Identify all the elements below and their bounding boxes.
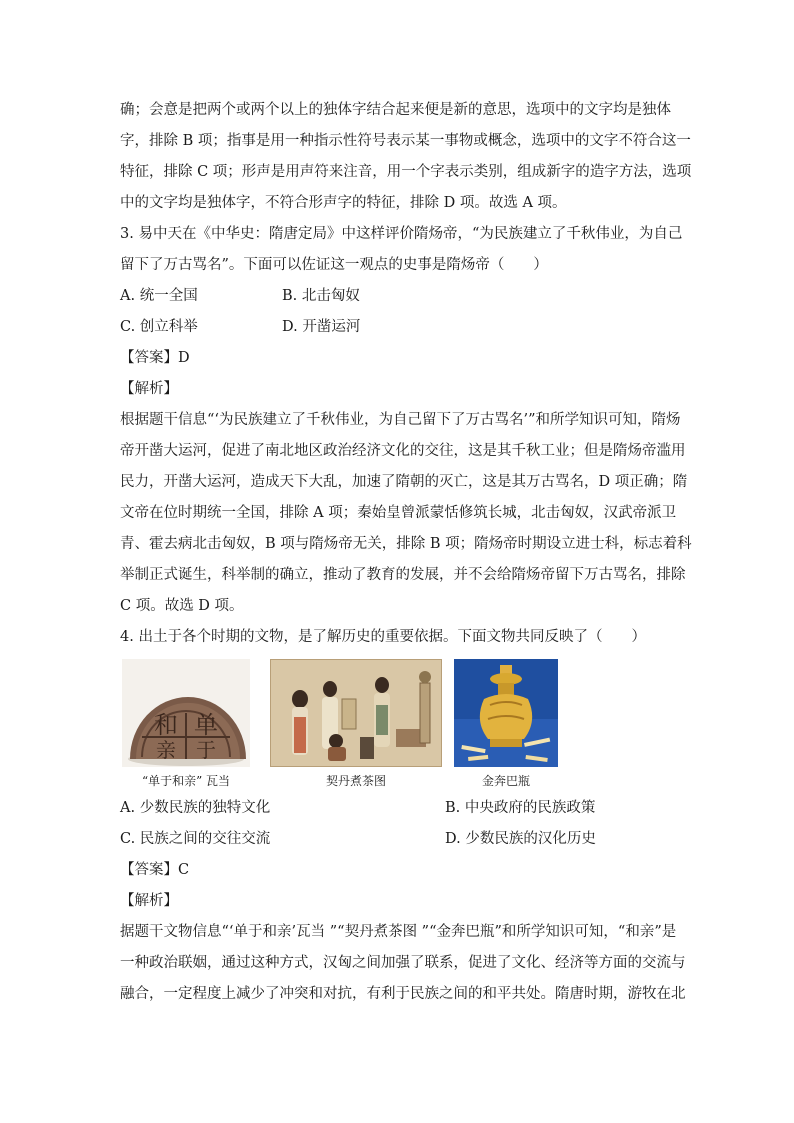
figure-golden-vase (454, 659, 558, 789)
options-row (120, 793, 680, 824)
text-line: 据题干文物信息“‘单于和亲’瓦当 ”“契丹煮茶图 ”“金奔巴瓶”和所学知识可知，“和亲”是 (120, 924, 677, 940)
answer-label: 【答案】C (120, 862, 190, 878)
figure-eaves-tile (122, 659, 250, 789)
document-page (120, 95, 692, 1010)
text-line: 青、霍去病北击匈奴，B 项与隋炀帝无关，排除 B 项；隋炀帝时期设立进士科，标志着科 (120, 536, 692, 552)
option-c: C. 创立科举 (120, 319, 198, 335)
svg-text:单: 单 (194, 711, 218, 739)
figure-caption: 契丹煮茶图 (325, 774, 386, 788)
text-line: 中的文字均是独体字，不符合形声字的特征，排除 D 项。故选 A 项。 (120, 195, 567, 211)
text-line: 举制正式诞生，科举制的确立，推动了教育的发展，并不会给隋炀帝留下万古骂名，排除 (120, 567, 686, 583)
text-line: 确；会意是把两个或两个以上的独体字结合起来便是新的意思，选项中的文字均是独体 (120, 102, 671, 118)
analysis-label: 【解析】 (120, 893, 178, 909)
option-d: D. 少数民族的汉化历史 (445, 831, 596, 847)
figure-tea-painting (270, 659, 442, 789)
figure-caption: “单于和亲” 瓦当 (141, 774, 231, 788)
text-line: 民力，开凿大运河，造成天下大乱，加速了隋朝的灭亡，这是其万古骂名，D 项正确；隋 (120, 474, 688, 490)
text-line: 字，排除 B 项；指事是用一种指示性符号表示某一事物或概念，选项中的文字不符合这一 (120, 133, 691, 149)
svg-text:和: 和 (154, 711, 178, 739)
options-row (120, 281, 680, 312)
text-line: 特征，排除 C 项；形声是用声符来注音，用一个字表示类别，组成新字的造字方法，选项 (120, 164, 692, 180)
text-line: 根据题干信息“‘为民族建立了千秋伟业，为自己留下了万古骂名’”和所学知识可知，隋炀 (120, 412, 681, 428)
question-4 (120, 622, 686, 1010)
text-line: 一种政治联姻，通过这种方式，汉匈之间加强了联系，促进了文化、经济等方面的交流与 (120, 955, 686, 971)
question-3 (120, 219, 692, 622)
option-b: B. 中央政府的民族政策 (445, 800, 596, 816)
artifact-figures (120, 659, 680, 791)
option-d: D. 开凿运河 (282, 319, 361, 335)
text-line: 文帝在位时期统一全国，排除 A 项；秦始皇曾派蒙恬修筑长城，北击匈奴，汉武帝派卫 (120, 505, 677, 521)
tea-painting-image (270, 659, 442, 767)
option-a: A. 统一全国 (120, 288, 198, 304)
figure-caption: 金奔巴瓶 (481, 774, 530, 788)
golden-vase-image (454, 659, 558, 767)
question-stem: 留下了万古骂名”。下面可以佐证这一观点的史事是隋炀帝（ ） (120, 257, 548, 273)
text-line: 帝开凿大运河，促进了南北地区政治经济文化的交往，这是其千秋工业；但是隋炀帝滥用 (120, 443, 686, 459)
svg-text:亲: 亲 (156, 738, 176, 762)
question-stem: 3. 易中天在《中华史：隋唐定局》中这样评价隋炀帝，“为民族建立了千秋伟业，为自己 (120, 226, 683, 242)
text-line: C 项。故选 D 项。 (120, 598, 244, 614)
answer-label: 【答案】D (120, 350, 190, 366)
question-stem: 4. 出土于各个时期的文物，是了解历史的重要依据。下面文物共同反映了（ ） (120, 629, 646, 645)
svg-text:于: 于 (196, 738, 216, 762)
option-b: B. 北击匈奴 (282, 288, 360, 304)
option-a: A. 少数民族的独特文化 (120, 800, 271, 816)
options-row (120, 312, 680, 343)
text-line: 融合，一定程度上减少了冲突和对抗，有利于民族之间的和平共处。隋唐时期，游牧在北 (120, 986, 686, 1002)
intro-paragraph (120, 95, 692, 219)
analysis-label: 【解析】 (120, 381, 178, 397)
option-c: C. 民族之间的交往交流 (120, 831, 271, 847)
eaves-tile-image (122, 659, 250, 767)
options-row (120, 824, 680, 855)
